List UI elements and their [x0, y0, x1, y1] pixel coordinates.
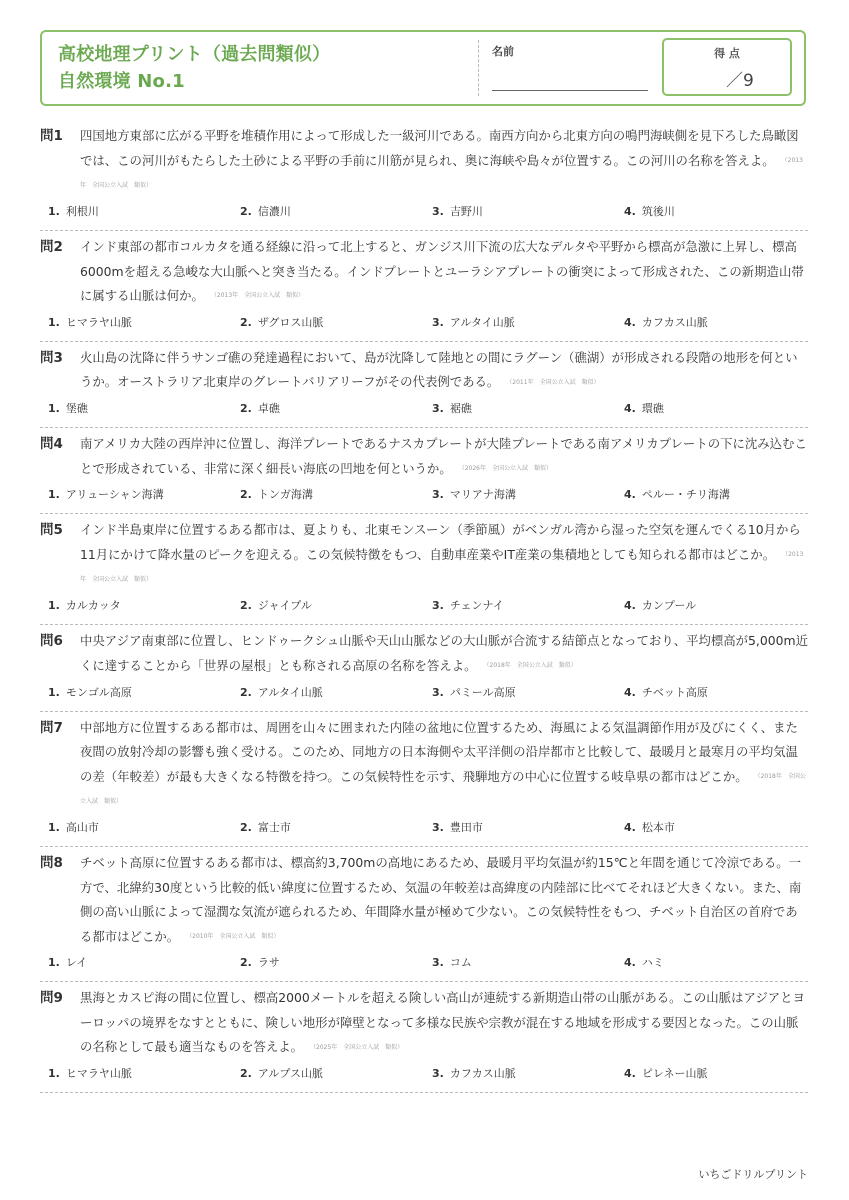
question-source: （2025年 全国公立入試 類似）	[313, 1043, 404, 1051]
choice-2[interactable]: 2. ラサ	[240, 956, 280, 970]
choice-4[interactable]: 4. 筑後川	[624, 205, 675, 218]
choice-2[interactable]: 2. 信濃川	[240, 205, 291, 218]
choice-4[interactable]: 4. ピレネー山脈	[624, 1067, 708, 1080]
question-9	[40, 982, 808, 1093]
question-text	[80, 851, 808, 949]
question-number: 問8	[40, 855, 63, 871]
question-source: （2011年 全国公立入試 類似）	[509, 378, 600, 386]
choice-1[interactable]: 1. カルカッタ	[48, 599, 121, 613]
choice-3[interactable]: 3. アルタイ山脈	[432, 315, 515, 329]
question-8	[40, 847, 808, 982]
question-7	[40, 712, 808, 848]
choice-4[interactable]: 4. ペルー・チリ海溝	[624, 488, 730, 502]
choice-2[interactable]: 2. トンガ海溝	[240, 488, 313, 502]
question-body: 中部地方に位置するある都市は、周囲を山々に囲まれた内陸の盆地に位置するため、海風による気温調節作用が及びにくく、また夜間の放射冷却の影響も強く受ける。このため、同地方の日本海側や太平洋側の沿岸都市と比較して、最暖月と最寒月の平均気温の差（年較差）が最も大きくなる特徴を持つ。この気候特性を示す、飛騨地方の中心に位置する岐阜県の都市はどこか。	[80, 719, 798, 784]
choice-2[interactable]: 2. 卓礁	[240, 402, 280, 415]
question-source: （2018年 全国公立入試 類似）	[486, 662, 577, 669]
choice-1[interactable]: 1. レイ	[48, 956, 88, 970]
name-field[interactable]	[492, 90, 648, 91]
question-1	[40, 120, 808, 231]
choice-list	[40, 596, 808, 616]
worksheet-subtitle: 自然環境 No.1	[58, 71, 185, 92]
choice-4[interactable]: 4. カンプール	[624, 599, 697, 613]
question-body: インド東部の都市コルカタを通る経線に沿って北上すると、ガンジス川下流の広大なデルタや平野から標高が急激に上昇し、標高6000mを超える急峻な大山脈へと突き当たる。インドプレートとユーラシアプレートの衝突によって形成された、この新期造山帯に属する山脈は何か。	[80, 239, 804, 303]
question-source: （2013年 全国公立入試 類似）	[80, 551, 804, 583]
question-number: 問3	[40, 349, 63, 366]
worksheet-header	[40, 30, 806, 106]
choice-1[interactable]: 1. 堡礁	[48, 402, 88, 415]
score-value: ／9	[726, 71, 754, 91]
choice-1[interactable]: 1. ヒマラヤ山脈	[48, 1067, 132, 1080]
choice-3[interactable]: 3. チェンナイ	[432, 599, 504, 613]
choice-list	[40, 818, 808, 838]
question-number: 問1	[40, 128, 63, 144]
question-5	[40, 514, 808, 625]
question-6	[40, 625, 808, 711]
choice-3[interactable]: 3. 吉野川	[432, 205, 483, 218]
question-body: 南アメリカ大陸の西岸沖に位置し、海洋プレートであるナスカプレートが大陸プレートである南アメリカプレートの下に沈み込むことで形成されている、非常に深く細長い海底の凹地を何というか。	[80, 436, 807, 476]
score-box	[662, 38, 792, 96]
choice-4[interactable]: 4. ハミ	[624, 956, 664, 970]
worksheet-title: 高校地理プリント（過去問類似）	[58, 44, 331, 65]
choice-3[interactable]: 3. 豊田市	[432, 821, 483, 834]
choice-3[interactable]: 3. 裾礁	[432, 402, 472, 415]
question-text	[80, 518, 808, 592]
choice-list	[40, 1064, 808, 1084]
choice-1[interactable]: 1. ヒマラヤ山脈	[48, 315, 132, 329]
choice-2[interactable]: 2. アルプス山脈	[240, 1067, 323, 1080]
choice-3[interactable]: 3. コム	[432, 956, 472, 970]
question-source: （2010年 全国公立入試 類似）	[189, 932, 280, 940]
choice-2[interactable]: 2. ジャイプル	[240, 599, 312, 613]
question-number: 問6	[40, 633, 63, 650]
question-body: 黒海とカスピ海の間に位置し、標高2000メートルを超える険しい高山が連続する新期造山帯の山脈がある。この山脈はアジアとヨーロッパの境界をなすとともに、険しい地形が障壁となって多様な民族や宗教が混在する地域を形成する要因となった。この山脈の名称として最も適当なものを答えよ。	[80, 990, 805, 1055]
choice-4[interactable]: 4. カフカス山脈	[624, 315, 708, 329]
choice-4[interactable]: 4. 松本市	[624, 821, 675, 834]
question-body: インド半島東岸に位置するある都市は、夏よりも、北東モンスーン（季節風）がベンガル湾から湿った空気を運んでくる10月から11月にかけて降水量のピークを迎える。この気候特徴をもつ、自動車産業やIT産業の集積地としても知られる都市はどこか。	[80, 522, 801, 562]
question-text	[80, 346, 808, 395]
choice-2[interactable]: 2. 富士市	[240, 821, 291, 834]
question-2	[40, 231, 808, 342]
choice-list	[40, 202, 808, 222]
choice-list	[40, 683, 808, 703]
choice-list	[40, 485, 808, 505]
choice-1[interactable]: 1. 高山市	[48, 821, 99, 834]
question-number: 問9	[40, 990, 63, 1007]
footer-brand: いちごドリルプリント	[698, 1168, 808, 1181]
header-divider	[478, 40, 479, 96]
question-body: 火山島の沈降に伴うサンゴ礁の発達過程において、島が沈降して陸地との間にラグーン（礁湖）が形成される段階の地形を何というか。オーストラリア北東岸のグレートバリアリーフがその代表例である。	[80, 349, 798, 390]
choice-3[interactable]: 3. マリアナ海溝	[432, 488, 516, 502]
question-text	[80, 716, 808, 815]
question-4	[40, 428, 808, 514]
title-block	[58, 41, 330, 95]
question-number: 問5	[40, 522, 63, 539]
choice-2[interactable]: 2. ザグロス山脈	[240, 315, 324, 329]
choice-2[interactable]: 2. アルタイ山脈	[240, 685, 323, 699]
name-label: 名前	[492, 45, 514, 58]
question-text	[80, 124, 808, 198]
question-text	[80, 235, 808, 309]
question-text	[80, 432, 808, 481]
question-number: 問4	[40, 436, 63, 452]
question-body: チベット高原に位置するある都市は、標高約3,700mの高地にあるため、最暖月平均気温が約15℃と年間を通じて冷涼である。一方で、北緯約30度という比較的低い緯度に位置するため、気温の年較差は高緯度の内陸部に比べてそれほど大きくない。また、南側の高い山脈によって湿潤な気流が遮られるため、年間降水量が極めて少ない。この気候特性をもつ、チベット自治区の首府である都市はどこか。	[80, 855, 802, 944]
choice-list	[40, 313, 808, 333]
choice-1[interactable]: 1. 利根川	[48, 205, 99, 218]
question-source: （2026年 全国公立入試 類似）	[461, 464, 552, 472]
question-number: 問2	[40, 239, 63, 255]
question-text	[80, 986, 808, 1060]
question-source: （2013年 全国公立入試 類似）	[213, 292, 305, 300]
choice-3[interactable]: 3. カフカス山脈	[432, 1067, 516, 1080]
question-body: 四国地方東部に広がる平野を堆積作用によって形成した一級河川である。南西方向から北東方向の鳴門海峡側を見下ろした鳥瞰図では、この河川がもたらした土砂による平野の手前に川筋が見られ、奥に海峡や島々が位置する。この河川の名称を答えよ。	[80, 128, 799, 168]
choice-4[interactable]: 4. 環礁	[624, 402, 664, 415]
choice-1[interactable]: 1. モンゴル高原	[48, 685, 132, 699]
question-list	[40, 120, 808, 1093]
choice-1[interactable]: 1. アリューシャン海溝	[48, 488, 164, 502]
choice-list	[40, 399, 808, 419]
score-label: 得 点	[714, 47, 740, 60]
question-source: （2013年 全国公立入試 類似）	[80, 156, 803, 189]
choice-4[interactable]: 4. チベット高原	[624, 685, 708, 699]
question-number: 問7	[40, 719, 63, 736]
question-body: 中央アジア南東部に位置し、ヒンドゥークシュ山脈や天山山脈などの大山脈が合流する結節点となっており、平均標高が5,000m近くに達することから「世界の屋根」とも称される高原の名称を答えよ。	[80, 633, 808, 673]
question-source: （2018年 全国公立入試 類似）	[80, 772, 806, 805]
choice-list	[40, 953, 808, 973]
question-text	[80, 629, 808, 678]
question-3	[40, 342, 808, 428]
choice-3[interactable]: 3. パミール高原	[432, 685, 516, 699]
